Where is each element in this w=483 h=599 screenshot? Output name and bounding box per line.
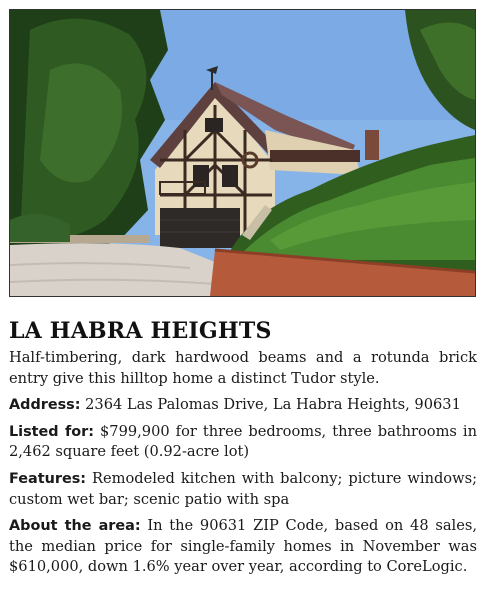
intro-paragraph <box>9 348 477 389</box>
intro-text: Half-timbering, dark hardwood beams and a rotunda brick entry give this hilltop home a distinct Tudor style. <box>9 349 477 387</box>
area-paragraph <box>9 516 477 578</box>
address-paragraph <box>9 395 477 416</box>
features-label: Features: <box>9 470 87 487</box>
house-photo-illustration <box>10 10 475 296</box>
area-label: About the area: <box>9 518 141 535</box>
article-body <box>9 348 477 584</box>
features-value: Remodeled kitchen with balcony; picture windows; custom wet bar; scenic patio with spa <box>9 469 477 508</box>
features-paragraph <box>9 469 477 510</box>
listed-paragraph <box>9 422 477 463</box>
address-label: Address: <box>9 397 81 414</box>
area-value: In the 90631 ZIP Code, based on 48 sales, the median price for single-family homes in November was $610,000, down 1.6% year over year, according to CoreLogic. <box>9 517 477 576</box>
listed-value: $799,900 for three bedrooms, three bathrooms in 2,462 square feet (0.92-acre lot) <box>9 422 477 461</box>
address-value: 2364 Las Palomas Drive, La Habra Heights, 90631 <box>85 396 461 414</box>
headline: LA HABRA HEIGHTS <box>9 318 272 344</box>
listed-label: Listed for: <box>9 423 94 440</box>
house-photo <box>9 9 476 297</box>
